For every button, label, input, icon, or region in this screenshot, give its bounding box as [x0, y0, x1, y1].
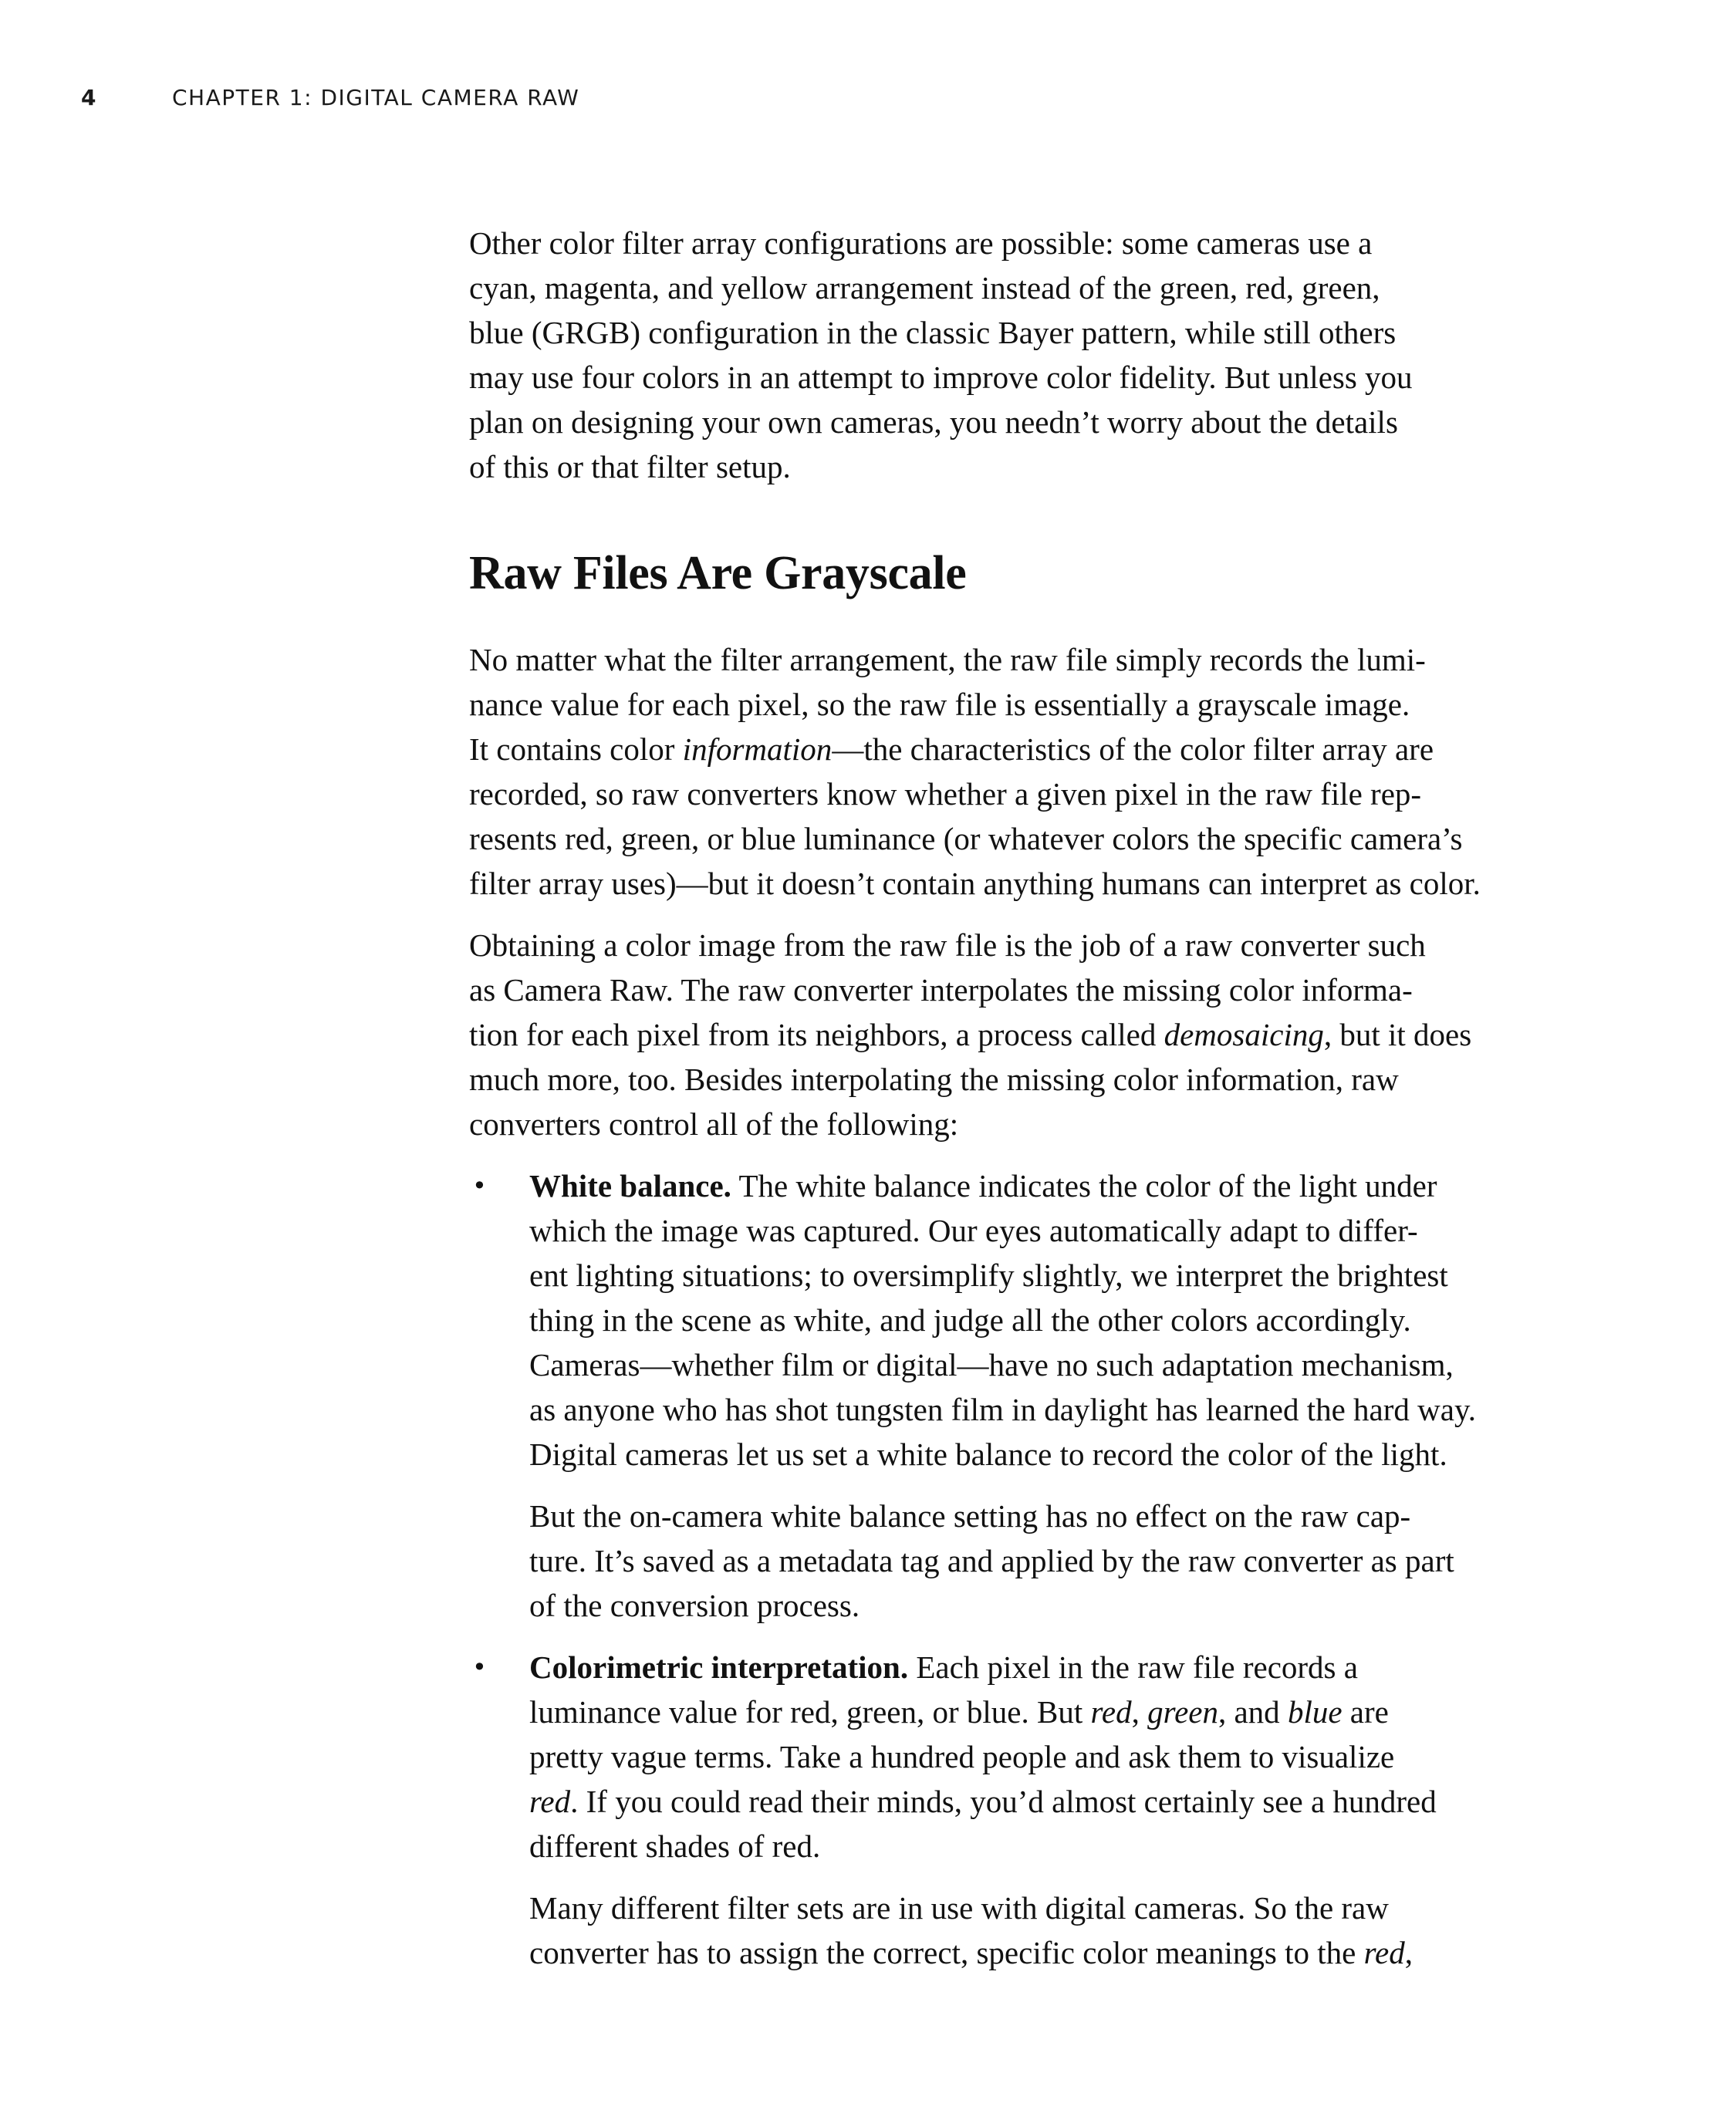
text-line: pretty vague terms. Take a hundred people and ask them to visualize — [529, 1739, 1395, 1774]
text-line: ent lighting situations; to oversimplify slightly, we interpret the brightest — [529, 1258, 1448, 1293]
paragraph-raw-converter — [469, 923, 1542, 1146]
text-run: The white balance indicates the color of the light under — [731, 1168, 1437, 1204]
text-line: different shades of red. — [529, 1828, 821, 1864]
emphasis: blue — [1287, 1694, 1343, 1730]
text-run: —the characteristics of the color filter array are — [832, 731, 1434, 767]
text-line: filter array uses)—but it doesn’t contain anything humans can interpret as color. — [469, 866, 1481, 901]
page-number: 4 — [81, 85, 97, 110]
text-line — [529, 1163, 1542, 1208]
text-line: resents red, green, or blue luminance (or whatever colors the specific camera’s — [469, 821, 1463, 856]
text-line — [529, 1779, 1542, 1824]
text-line: as anyone who has shot tungsten film in daylight has learned the hard way. — [529, 1392, 1477, 1427]
paragraph-grayscale — [469, 637, 1542, 906]
bullet-paragraph — [529, 1645, 1542, 1869]
text-line — [529, 1930, 1542, 1975]
text-line: Many different filter sets are in use with digital cameras. So the raw — [529, 1890, 1389, 1926]
text-run: converter has to assign the correct, specific color meanings to the — [529, 1935, 1364, 1970]
text-line: Other color filter array configurations are possible: some cameras use a — [469, 225, 1373, 261]
text-line: of the conversion process. — [529, 1588, 860, 1623]
text-line: But the on-camera white balance setting has no effect on the raw cap- — [529, 1498, 1411, 1534]
emphasis: red — [1363, 1935, 1405, 1970]
text-line: ture. It’s saved as a metadata tag and applied by the raw converter as part — [529, 1543, 1454, 1578]
text-run: It contains color — [469, 731, 683, 767]
text-run: . If you could read their minds, you’d almost certainly see a hundred — [570, 1784, 1437, 1819]
text-line: thing in the scene as white, and judge all the other colors accordingly. — [529, 1302, 1411, 1338]
section-heading: Raw Files Are Grayscale — [469, 547, 967, 599]
text-line: No matter what the filter arrangement, the raw file simply records the lumi- — [469, 642, 1426, 677]
text-run: are — [1342, 1694, 1389, 1730]
text-line: recorded, so raw converters know whether a given pixel in the raw file rep- — [469, 776, 1422, 812]
text-line: Obtaining a color image from the raw file is the job of a raw converter such — [469, 927, 1426, 963]
text-line — [529, 1690, 1542, 1734]
bullet-lead: White balance. — [529, 1168, 731, 1204]
text-run: , but it does — [1323, 1017, 1472, 1052]
bullet-paragraph — [529, 1494, 1542, 1628]
text-line: nance value for each pixel, so the raw file is essentially a grayscale image. — [469, 687, 1410, 722]
text-run: , and — [1218, 1694, 1288, 1730]
text-run: Each pixel in the raw file records a — [908, 1649, 1358, 1685]
text-line: as Camera Raw. The raw converter interpolates the missing color informa- — [469, 972, 1413, 1008]
paragraph-filter-configurations — [469, 221, 1542, 489]
bullet-list — [469, 1163, 1542, 1975]
text-line — [469, 1012, 1542, 1057]
body-text — [469, 221, 1542, 1992]
text-run: tion for each pixel from its neighbors, a process called — [469, 1017, 1164, 1052]
emphasis: red — [1090, 1694, 1132, 1730]
text-run: , — [1131, 1694, 1148, 1730]
emphasis: red — [529, 1784, 571, 1819]
text-line: much more, too. Besides interpolating the missing color information, raw — [469, 1062, 1399, 1097]
bullet-icon: • — [472, 1653, 487, 1682]
text-line: Cameras—whether film or digital—have no such adaptation mechanism, — [529, 1347, 1454, 1382]
text-line: converters control all of the following: — [469, 1106, 959, 1142]
bullet-icon: • — [472, 1171, 487, 1200]
bullet-item-colorimetric — [469, 1645, 1542, 1975]
text-line: cyan, magenta, and yellow arrangement instead of the green, red, green, — [469, 270, 1380, 306]
chapter-title: CHAPTER 1: DIGITAL CAMERA RAW — [172, 85, 580, 110]
bullet-item-white-balance — [469, 1163, 1542, 1628]
text-run: , — [1404, 1935, 1413, 1970]
bullet-lead: Colorimetric interpretation. — [529, 1649, 909, 1685]
emphasis: green — [1147, 1694, 1218, 1730]
running-header — [81, 85, 579, 110]
text-line: Digital cameras let us set a white balance to record the color of the light. — [529, 1436, 1447, 1472]
text-line: of this or that filter setup. — [469, 449, 791, 484]
text-line: may use four colors in an attempt to improve color fidelity. But unless you — [469, 360, 1413, 395]
bullet-paragraph — [529, 1163, 1542, 1477]
text-run: luminance value for red, green, or blue. But — [529, 1694, 1091, 1730]
emphasis: information — [682, 731, 833, 767]
text-line — [529, 1645, 1542, 1690]
text-line — [469, 727, 1542, 771]
text-line: plan on designing your own cameras, you needn’t worry about the details — [469, 404, 1398, 440]
text-line: which the image was captured. Our eyes automatically adapt to differ- — [529, 1213, 1418, 1248]
text-line: blue (GRGB) configuration in the classic Bayer pattern, while still others — [469, 315, 1397, 350]
bullet-paragraph — [529, 1885, 1542, 1975]
emphasis: demosaicing — [1164, 1017, 1324, 1052]
